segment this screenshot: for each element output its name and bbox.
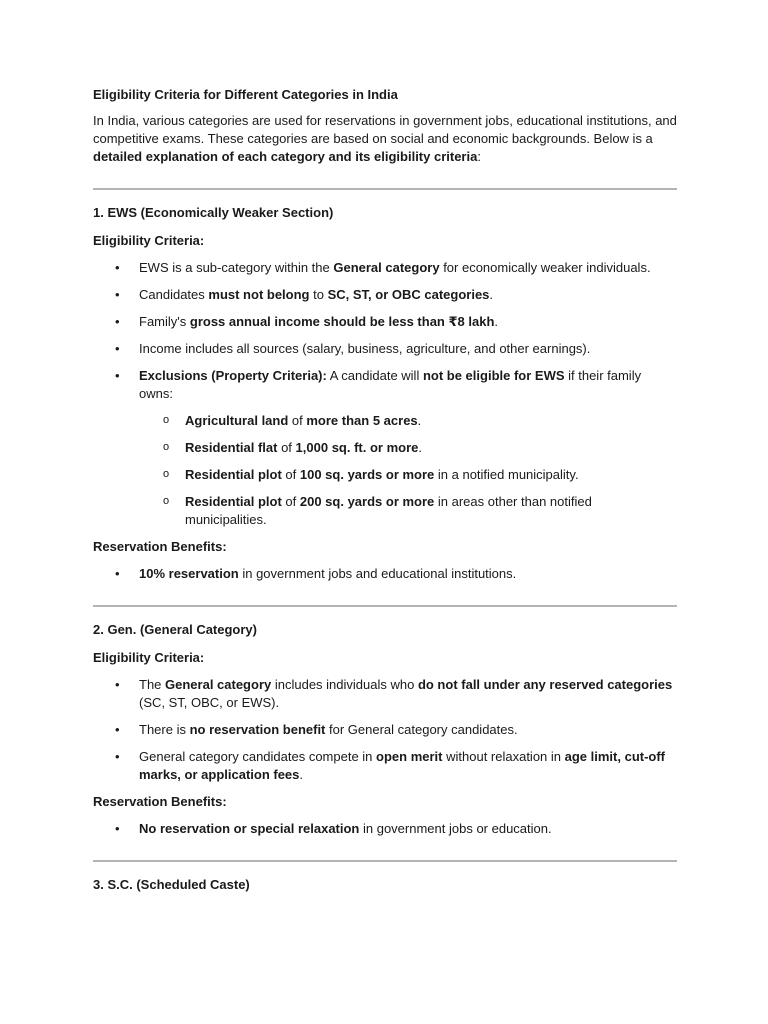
document-page: [93, 86, 677, 904]
intro-text: In India, various categories are used for reservations in government jobs, educational institutions, and competitive exams. These categories are based on social and economic backgrounds. Below is a: [93, 113, 677, 146]
document-title: Eligibility Criteria for Different Categories in India: [93, 87, 398, 102]
list-item: • Income includes all sources (salary, business, agriculture, and other earnings).: [93, 340, 677, 358]
list-item: • EWS is a sub-category within the General category for economically weaker individuals.: [93, 259, 677, 277]
list-item: • Candidates must not belong to SC, ST, or OBC categories.: [93, 286, 677, 304]
intro-paragraph: [93, 112, 677, 166]
sublist-item: o Agricultural land of more than 5 acres.: [139, 412, 677, 430]
list-item: • There is no reservation benefit for General category candidates.: [93, 721, 677, 739]
eligibility-label: Eligibility Criteria:: [93, 650, 205, 665]
list-item: • The General category includes individuals who do not fall under any reserved categories (SC, ST, OBC, or EWS).: [93, 676, 677, 712]
list-item: • No reservation or special relaxation in government jobs or education.: [93, 820, 677, 838]
eligibility-list: [93, 676, 677, 784]
section-heading: 1. EWS (Economically Weaker Section): [93, 205, 334, 220]
sublist-item: o Residential plot of 200 sq. yards or more in areas other than notified municipalities.: [139, 493, 677, 529]
eligibility-label: Eligibility Criteria:: [93, 233, 205, 248]
section-heading: 3. S.C. (Scheduled Caste): [93, 877, 250, 892]
benefits-label: Reservation Benefits:: [93, 539, 227, 554]
list-item: • General category candidates compete in open merit without relaxation in age limit, cut-off marks, or application fees.: [93, 748, 677, 784]
list-item: • Exclusions (Property Criteria): A candidate will not be eligible for EWS if their family owns: o Agricultural land of more than 5 acres. o Residential flat of 1,000 sq. ft. or more. o Residential plot of 100 sq. yards or more in a notified municipality. o Residential plot of 200 sq. yards or more in areas other than notified municipalities.: [93, 367, 677, 529]
exclusions-sublist: [139, 412, 677, 529]
sublist-item: o Residential flat of 1,000 sq. ft. or more.: [139, 439, 677, 457]
section-ews: [93, 204, 677, 583]
list-item: • Family's gross annual income should be less than ₹8 lakh.: [93, 313, 677, 331]
benefits-list: [93, 565, 677, 583]
section-heading: 2. Gen. (General Category): [93, 622, 257, 637]
intro-text-end: :: [477, 149, 481, 164]
section-divider: [93, 860, 677, 862]
section-general: [93, 621, 677, 838]
sublist-item: o Residential plot of 100 sq. yards or more in a notified municipality.: [139, 466, 677, 484]
section-divider: [93, 188, 677, 190]
section-sc: [93, 876, 677, 894]
intro-bold: detailed explanation of each category and its eligibility criteria: [93, 149, 478, 164]
benefits-label: Reservation Benefits:: [93, 794, 227, 809]
section-divider: [93, 605, 677, 607]
list-item: • 10% reservation in government jobs and educational institutions.: [93, 565, 677, 583]
benefits-list: [93, 820, 677, 838]
eligibility-list: [93, 259, 677, 529]
